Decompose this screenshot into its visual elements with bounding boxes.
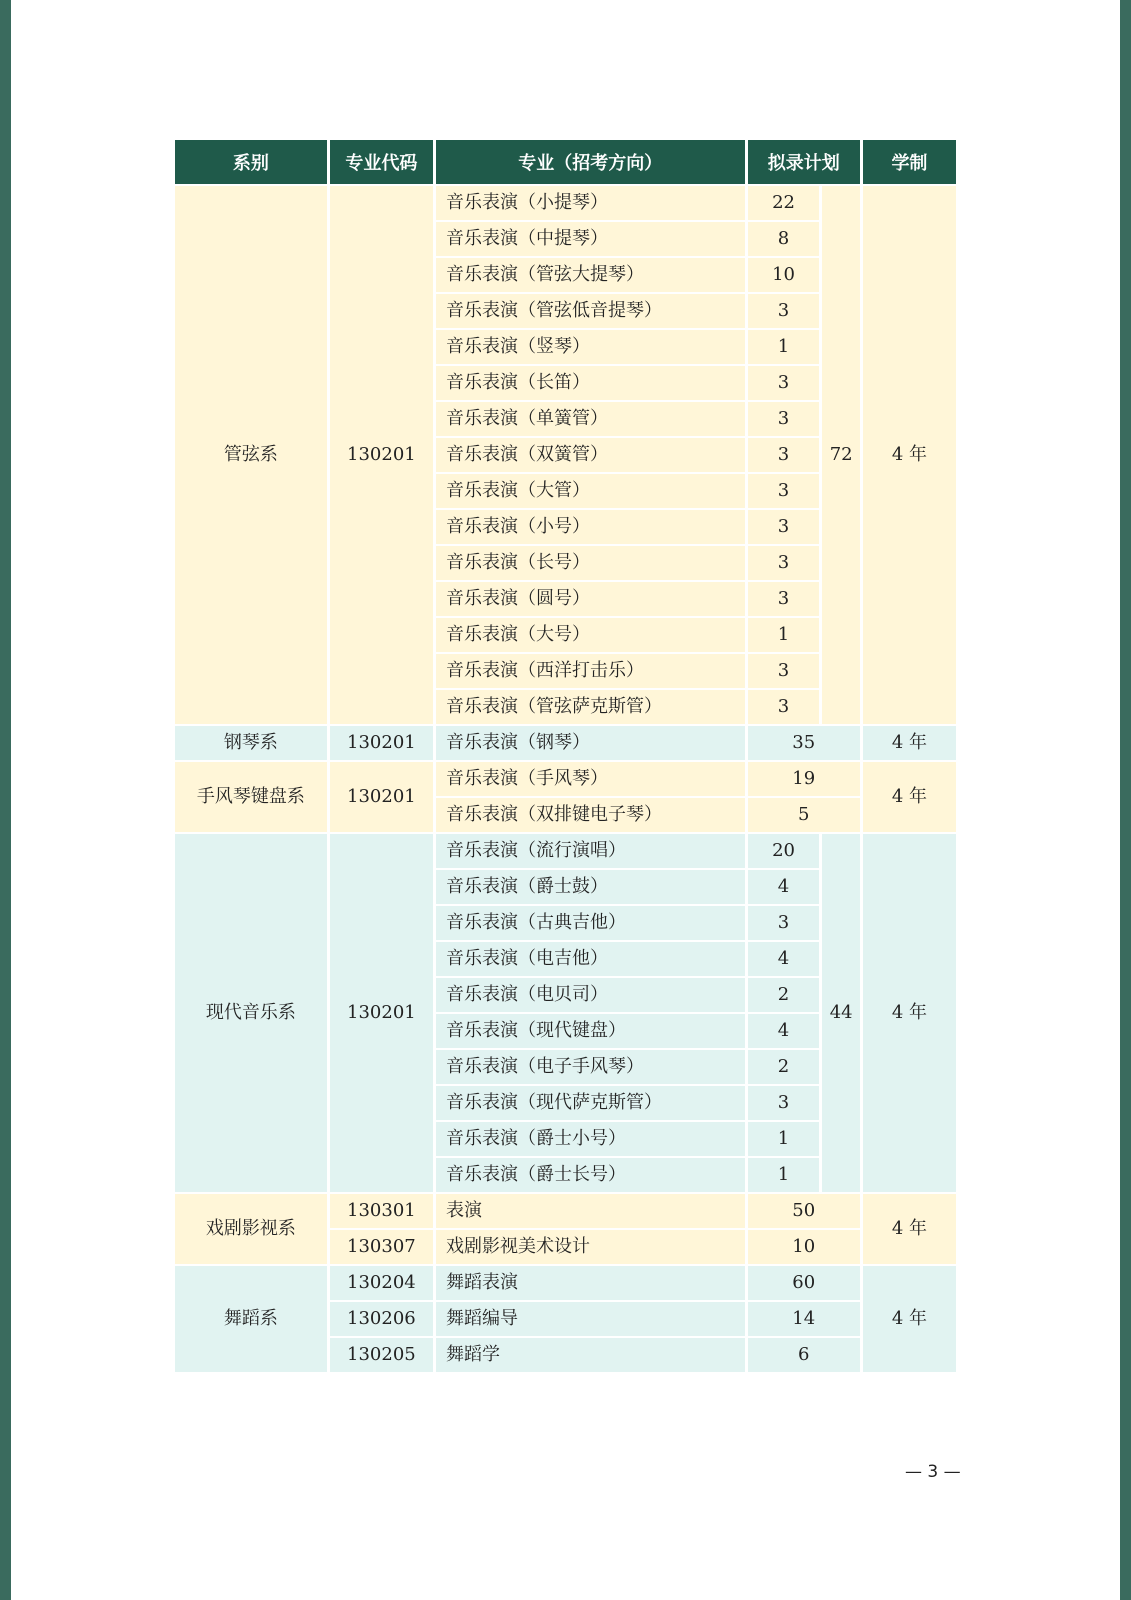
department-cell: 现代音乐系: [175, 834, 327, 1192]
page-edge-right: [1120, 0, 1131, 1600]
major-cell: 音乐表演（大管）: [436, 474, 745, 508]
department-cell: 管弦系: [175, 186, 327, 724]
major-cell: 音乐表演（现代键盘）: [436, 1014, 745, 1048]
major-cell: 音乐表演（钢琴）: [436, 726, 745, 760]
code-cell: 130206: [330, 1302, 433, 1336]
major-cell: 戏剧影视美术设计: [436, 1230, 745, 1264]
quota-cell: 3: [748, 366, 820, 400]
quota-cell: 4: [748, 942, 820, 976]
quota-cell: 3: [748, 510, 820, 544]
quota-cell: 22: [748, 186, 820, 220]
quota-cell: 3: [748, 438, 820, 472]
quota-cell: 4: [748, 1014, 820, 1048]
major-cell: 音乐表演（管弦低音提琴）: [436, 294, 745, 328]
code-cell: 130201: [330, 834, 433, 1192]
quota-cell: 3: [748, 582, 820, 616]
enrollment-plan-table: [172, 138, 959, 1374]
quota-cell: 19: [748, 762, 860, 796]
code-cell: 130201: [330, 186, 433, 724]
quota-cell: 4: [748, 870, 820, 904]
major-cell: 音乐表演（爵士小号）: [436, 1122, 745, 1156]
department-cell: 钢琴系: [175, 726, 327, 760]
major-cell: 音乐表演（小提琴）: [436, 186, 745, 220]
major-cell: 舞蹈学: [436, 1338, 745, 1372]
quota-cell: 5: [748, 798, 860, 832]
code-cell: 130204: [330, 1266, 433, 1300]
major-cell: 表演: [436, 1194, 745, 1228]
quota-cell: 3: [748, 474, 820, 508]
table-header-row: [175, 140, 956, 184]
quota-cell: 35: [748, 726, 860, 760]
department-cell: 手风琴键盘系: [175, 762, 327, 832]
duration-cell: 4 年: [863, 762, 956, 832]
major-cell: 音乐表演（电贝司）: [436, 978, 745, 1012]
quota-cell: 3: [748, 294, 820, 328]
major-cell: 音乐表演（双排键电子琴）: [436, 798, 745, 832]
major-cell: 音乐表演（电子手风琴）: [436, 1050, 745, 1084]
code-cell: 130301: [330, 1194, 433, 1228]
major-cell: 舞蹈表演: [436, 1266, 745, 1300]
quota-cell: 20: [748, 834, 820, 868]
duration-cell: 4 年: [863, 834, 956, 1192]
duration-cell: 4 年: [863, 1266, 956, 1372]
table-row: [175, 762, 956, 796]
header-duration: 学制: [863, 140, 956, 184]
major-cell: 音乐表演（流行演唱）: [436, 834, 745, 868]
major-cell: 音乐表演（大号）: [436, 618, 745, 652]
quota-cell: 1: [748, 330, 820, 364]
major-cell: 音乐表演（圆号）: [436, 582, 745, 616]
major-cell: 舞蹈编导: [436, 1302, 745, 1336]
major-cell: 音乐表演（单簧管）: [436, 402, 745, 436]
table-row: [175, 834, 956, 868]
duration-cell: 4 年: [863, 186, 956, 724]
code-cell: 130307: [330, 1230, 433, 1264]
header-major: 专业（招考方向）: [436, 140, 745, 184]
quota-cell: 60: [748, 1266, 860, 1300]
quota-cell: 1: [748, 618, 820, 652]
header-quota: 拟录计划: [748, 140, 860, 184]
major-cell: 音乐表演（中提琴）: [436, 222, 745, 256]
quota-total-cell: 72: [822, 186, 859, 724]
quota-cell: 3: [748, 654, 820, 688]
department-cell: 舞蹈系: [175, 1266, 327, 1372]
quota-cell: 50: [748, 1194, 860, 1228]
major-cell: 音乐表演（西洋打击乐）: [436, 654, 745, 688]
quota-cell: 1: [748, 1158, 820, 1192]
major-cell: 音乐表演（爵士长号）: [436, 1158, 745, 1192]
table-row: [175, 1266, 956, 1300]
quota-total-cell: 44: [822, 834, 859, 1192]
header-department: 系别: [175, 140, 327, 184]
table-row: [175, 1194, 956, 1228]
code-cell: 130201: [330, 762, 433, 832]
major-cell: 音乐表演（现代萨克斯管）: [436, 1086, 745, 1120]
code-cell: 130205: [330, 1338, 433, 1372]
major-cell: 音乐表演（古典吉他）: [436, 906, 745, 940]
major-cell: 音乐表演（长笛）: [436, 366, 745, 400]
major-cell: 音乐表演（竖琴）: [436, 330, 745, 364]
quota-cell: 10: [748, 258, 820, 292]
quota-cell: 3: [748, 402, 820, 436]
quota-cell: 3: [748, 546, 820, 580]
department-cell: 戏剧影视系: [175, 1194, 327, 1264]
quota-cell: 2: [748, 978, 820, 1012]
major-cell: 音乐表演（长号）: [436, 546, 745, 580]
quota-cell: 3: [748, 1086, 820, 1120]
major-cell: 音乐表演（手风琴）: [436, 762, 745, 796]
major-cell: 音乐表演（管弦大提琴）: [436, 258, 745, 292]
page-edge-left: [0, 0, 11, 1600]
quota-cell: 3: [748, 906, 820, 940]
page-number: — 3 —: [905, 1462, 961, 1482]
quota-cell: 2: [748, 1050, 820, 1084]
duration-cell: 4 年: [863, 726, 956, 760]
quota-cell: 3: [748, 690, 820, 724]
code-cell: 130201: [330, 726, 433, 760]
duration-cell: 4 年: [863, 1194, 956, 1264]
major-cell: 音乐表演（双簧管）: [436, 438, 745, 472]
quota-cell: 8: [748, 222, 820, 256]
table-row: [175, 726, 956, 760]
quota-cell: 1: [748, 1122, 820, 1156]
major-cell: 音乐表演（管弦萨克斯管）: [436, 690, 745, 724]
major-cell: 音乐表演（爵士鼓）: [436, 870, 745, 904]
major-cell: 音乐表演（小号）: [436, 510, 745, 544]
major-cell: 音乐表演（电吉他）: [436, 942, 745, 976]
table-row: [175, 186, 956, 220]
quota-cell: 10: [748, 1230, 860, 1264]
header-code: 专业代码: [330, 140, 433, 184]
quota-cell: 6: [748, 1338, 860, 1372]
quota-cell: 14: [748, 1302, 860, 1336]
